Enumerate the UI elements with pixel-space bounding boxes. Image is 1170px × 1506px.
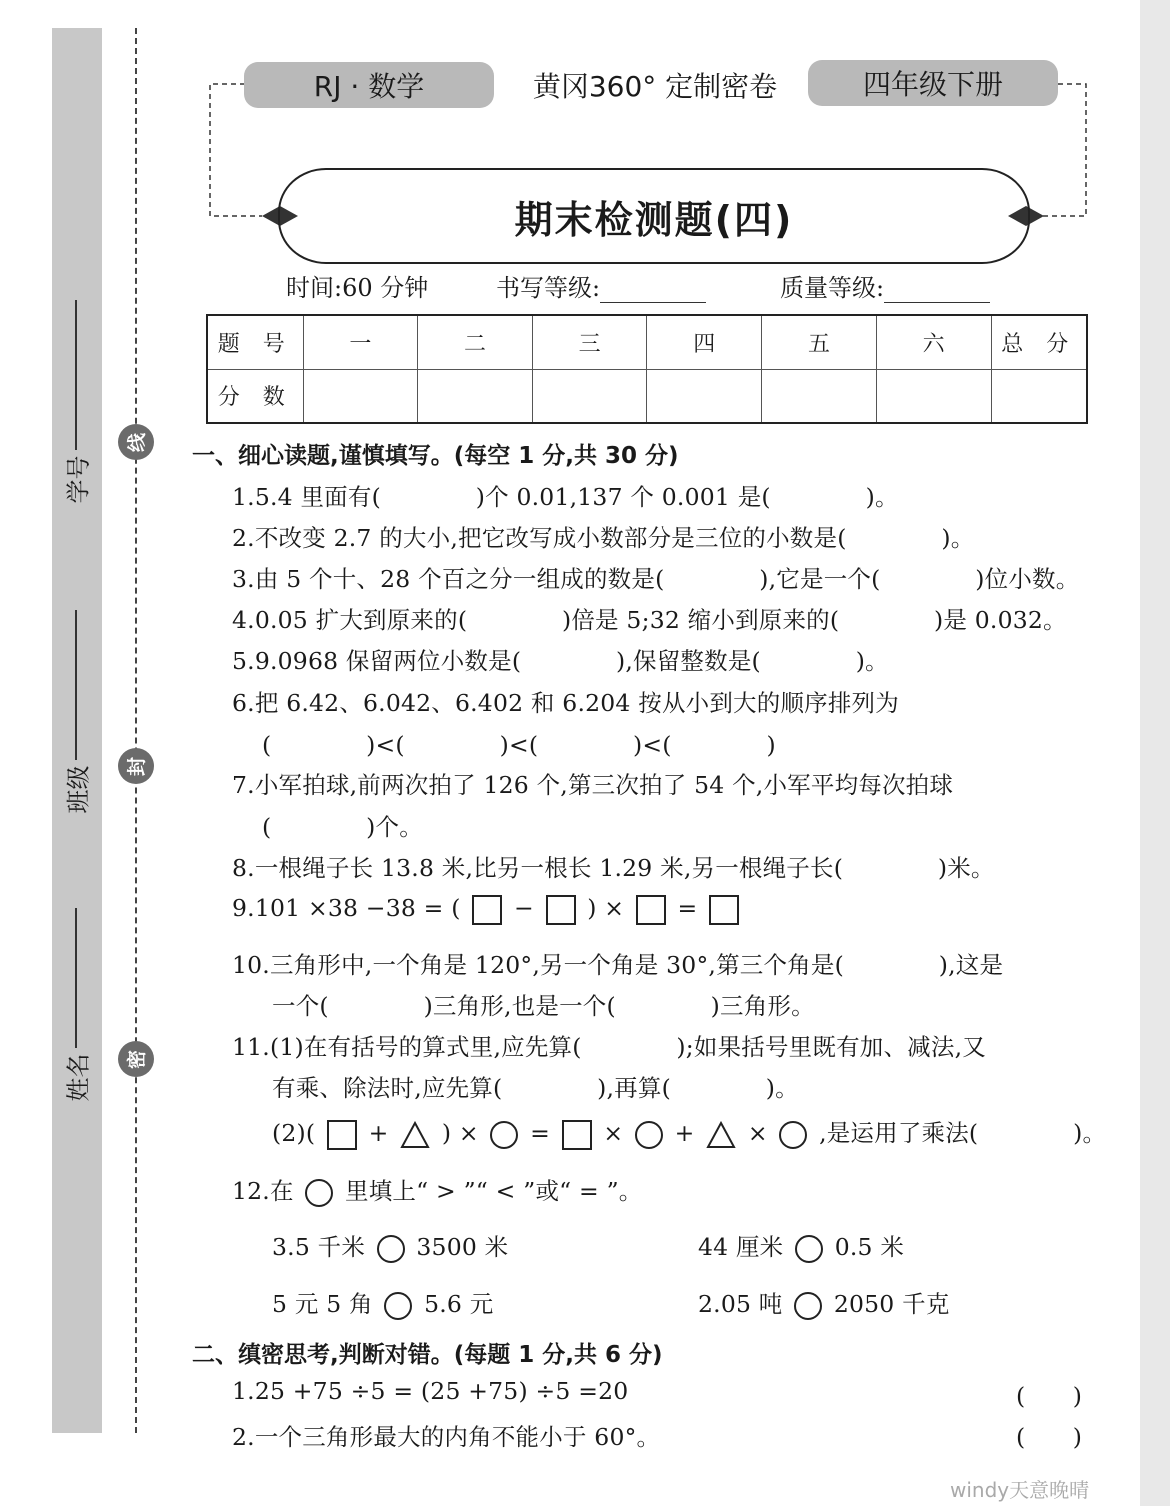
right-margin-strip <box>1140 0 1170 1506</box>
score-table-score-row <box>207 369 1087 423</box>
score-entry-cell[interactable] <box>647 369 762 423</box>
plus-sign: + <box>674 1119 695 1147</box>
seal-seal-badge <box>118 748 154 784</box>
question-1: 1.5.4 里面有( )个 0.01,137 个 0.001 是( )。 <box>232 483 899 511</box>
question-12-text <box>232 1172 643 1207</box>
grade-pill: 四年级下册 <box>808 60 1058 106</box>
exam-header <box>0 0 1140 280</box>
score-entry-cell[interactable] <box>418 369 533 423</box>
question-4: 4.0.05 扩大到原来的( )倍是 5;32 缩小到原来的( )是 0.032。 <box>232 606 1067 634</box>
score-entry-cell[interactable] <box>532 369 647 423</box>
score-entry-cell[interactable] <box>762 369 877 423</box>
score-entry-cell[interactable] <box>876 369 991 423</box>
table-cell: 一 <box>303 315 418 369</box>
question-9-minus: − <box>513 894 534 922</box>
compare-left: 2.05 吨 <box>698 1290 783 1318</box>
student-id-blank-line <box>75 300 77 450</box>
compare-item-3 <box>272 1285 493 1320</box>
question-8: 8.一根绳子长 13.8 米,比另一根长 1.29 米,另一根绳子长( )米。 <box>232 854 995 882</box>
table-cell: 四 <box>647 315 762 369</box>
answer-square-box[interactable] <box>709 895 739 925</box>
square-symbol <box>562 1120 592 1150</box>
question-7-text: 7.小军拍球,前两次拍了 126 个,第三次拍了 54 个,小军平均每次拍球 <box>232 771 954 799</box>
subject-pill: RJ · 数学 <box>244 62 494 108</box>
name-label: 姓名 <box>64 1053 93 1102</box>
table-cell: 三 <box>532 315 647 369</box>
class-field <box>56 610 96 819</box>
time-info: 时间:60 分钟 <box>286 274 429 302</box>
compare-right: 0.5 米 <box>834 1233 905 1261</box>
student-id-field <box>56 300 96 509</box>
answer-square-box[interactable] <box>546 895 576 925</box>
question-11-part2-suffix: ,是运用了乘法( )。 <box>819 1119 1107 1147</box>
question-6-text: 6.把 6.42、6.042、6.402 和 6.204 按从小到大的顺序排列为 <box>232 689 899 717</box>
question-12-prefix: 12.在 <box>232 1177 294 1205</box>
writing-grade-blank[interactable] <box>600 277 706 303</box>
table-cell: 题 号 <box>207 315 303 369</box>
score-entry-cell[interactable] <box>303 369 418 423</box>
question-11-part1: 11.(1)在有括号的算式里,应先算( );如果括号里既有加、减法,又 <box>232 1033 986 1061</box>
compare-left: 5 元 5 角 <box>272 1290 373 1318</box>
question-10-text: 10.三角形中,一个角是 120°,另一个角是 30°,第三个角是( ),这是 <box>232 951 1004 979</box>
question-10-continuation: 一个( )三角形,也是一个( )三角形。 <box>272 992 815 1020</box>
compare-answer-circle[interactable] <box>384 1292 412 1320</box>
question-9 <box>232 894 743 925</box>
seal-line-text: 线 <box>126 432 149 452</box>
answer-square-box[interactable] <box>636 895 666 925</box>
seal-seal-text: 封 <box>126 756 149 776</box>
brand-title: 黄冈360° 定制密卷 <box>532 70 778 103</box>
close-times-sign: ) × <box>441 1119 479 1147</box>
judge-answer-bracket-2[interactable]: ( ) <box>1016 1423 1083 1451</box>
question-2: 2.不改变 2.7 的大小,把它改写成小数部分是三位的小数是( )。 <box>232 524 975 552</box>
square-symbol <box>327 1120 357 1150</box>
student-id-label: 学号 <box>64 455 93 504</box>
judge-answer-bracket-1[interactable]: ( ) <box>1016 1382 1083 1410</box>
triangle-symbol <box>706 1121 736 1149</box>
compare-right: 5.6 元 <box>424 1290 494 1318</box>
seal-secret-text: 密 <box>126 1049 149 1069</box>
seal-line-badge <box>118 424 154 460</box>
table-cell: 总 分 <box>991 315 1087 369</box>
circle-symbol <box>490 1121 518 1149</box>
compare-item-4 <box>698 1285 950 1320</box>
compare-item-1 <box>272 1228 508 1263</box>
circle-symbol <box>635 1121 663 1149</box>
question-11-part1-continuation: 有乘、除法时,应先算( ),再算( )。 <box>272 1074 799 1102</box>
question-3: 3.由 5 个十、28 个百之分一组成的数是( ),它是一个( )位小数。 <box>232 565 1080 593</box>
class-label: 班级 <box>64 765 93 814</box>
question-9-prefix: 9.101 ×38 −38 = ( <box>232 894 461 922</box>
table-cell: 六 <box>876 315 991 369</box>
quality-grade-field <box>780 268 990 303</box>
quality-grade-blank[interactable] <box>884 277 990 303</box>
table-cell: 二 <box>418 315 533 369</box>
plus-sign: + <box>368 1119 389 1147</box>
compare-item-2 <box>698 1228 904 1263</box>
circle-symbol <box>305 1179 333 1207</box>
triangle-symbol <box>400 1121 430 1149</box>
table-cell: 五 <box>762 315 877 369</box>
times-sign: × <box>603 1119 624 1147</box>
question-5: 5.9.0968 保留两位小数是( ),保留整数是( )。 <box>232 647 889 675</box>
judge-question-1: 1.25 +75 ÷5 = (25 +75) ÷5 =20 <box>232 1377 629 1405</box>
equals-sign: = <box>530 1119 551 1147</box>
circle-symbol <box>779 1121 807 1149</box>
question-12-suffix: 里填上“ > ”“ < ”或“ = ”。 <box>345 1177 643 1205</box>
table-cell: 分 数 <box>207 369 303 423</box>
compare-left: 3.5 千米 <box>272 1233 366 1261</box>
watermark: windy天意晚晴 <box>950 1478 1090 1502</box>
compare-answer-circle[interactable] <box>377 1235 405 1263</box>
compare-left: 44 厘米 <box>698 1233 784 1261</box>
writing-grade-label: 书写等级: <box>496 274 601 302</box>
compare-answer-circle[interactable] <box>794 1292 822 1320</box>
section1-title: 一、细心读题,谨慎填写。(每空 1 分,共 30 分) <box>192 443 679 469</box>
writing-grade-field <box>496 268 706 303</box>
compare-right: 3500 米 <box>416 1233 509 1261</box>
question-7-answer-blank: ( )个。 <box>262 813 423 841</box>
question-11-part2-prefix: (2)( <box>272 1119 316 1147</box>
name-blank-line <box>75 908 77 1048</box>
question-6-answer-blanks: ( )<( )<( )<( ) <box>262 731 776 759</box>
exam-title: 期末检测题(四) <box>514 197 794 242</box>
question-9-close-times: ) × <box>587 894 625 922</box>
compare-answer-circle[interactable] <box>795 1235 823 1263</box>
section2-title: 二、缜密思考,判断对错。(每题 1 分,共 6 分) <box>192 1342 663 1368</box>
score-table <box>206 314 1088 424</box>
seal-secret-badge <box>118 1041 154 1077</box>
class-blank-line <box>75 610 77 760</box>
quality-grade-label: 质量等级: <box>780 274 885 302</box>
score-table-header-row <box>207 315 1087 369</box>
name-field <box>56 908 96 1107</box>
answer-square-box[interactable] <box>472 895 502 925</box>
times-sign: × <box>747 1119 768 1147</box>
score-entry-cell[interactable] <box>991 369 1087 423</box>
compare-right: 2050 千克 <box>833 1290 950 1318</box>
question-9-equals: = <box>677 894 698 922</box>
judge-question-2: 2.一个三角形最大的内角不能小于 60°。 <box>232 1423 661 1451</box>
question-11-part2 <box>272 1114 1106 1150</box>
